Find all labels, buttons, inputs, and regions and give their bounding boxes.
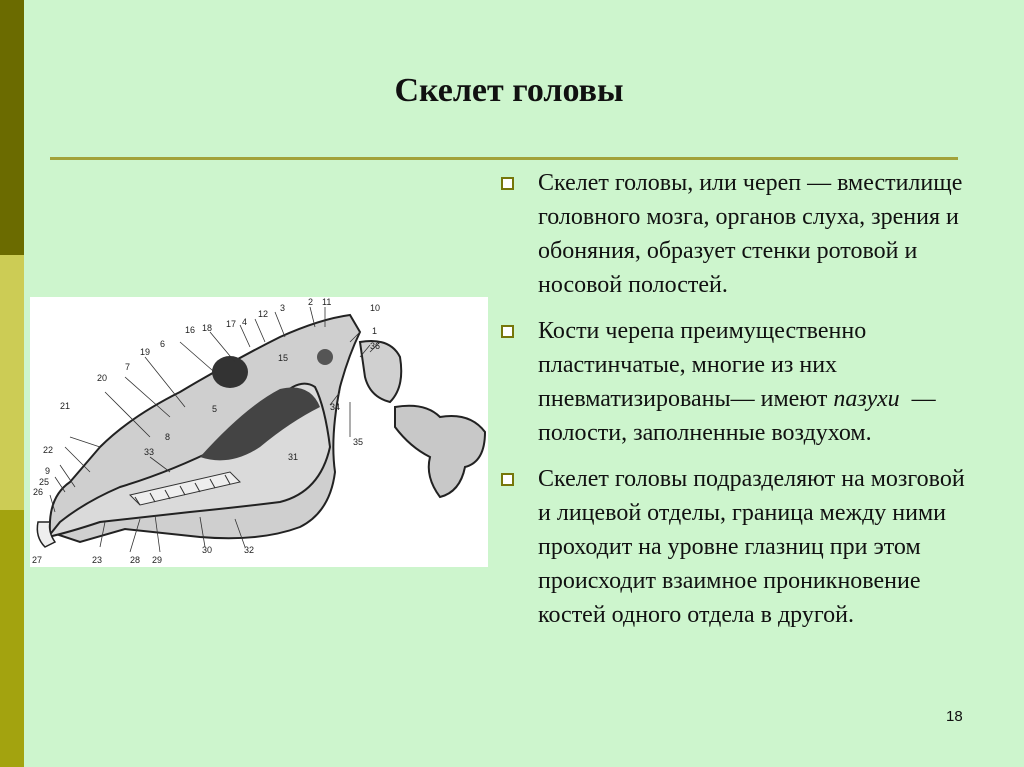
fig-label: 17	[226, 319, 237, 329]
fig-label: 5	[212, 404, 218, 414]
bullet-text: Скелет головы, или череп — вместилище головного мозга, органов слуха, зрения и обоняния, образует стенки ротовой и носовой полостей.	[538, 170, 963, 298]
square-bullet-icon	[501, 473, 514, 486]
bullet-text-tail: — полости, заполненные воздухом.	[538, 386, 942, 446]
side-bar-middle	[0, 255, 24, 510]
fig-label: 4	[242, 317, 248, 327]
fig-label: 15	[278, 353, 289, 363]
fig-label: 21	[60, 401, 71, 411]
fig-label: 25	[39, 477, 50, 487]
fig-label: 36	[370, 341, 381, 351]
fig-label: 32	[244, 545, 255, 555]
fig-label: 22	[43, 445, 54, 455]
fig-label: 23	[92, 555, 103, 565]
page-number: 18	[946, 708, 963, 725]
list-item	[500, 314, 980, 450]
fig-label: 10	[370, 303, 381, 313]
list-item	[500, 166, 980, 302]
skull-figure	[30, 297, 488, 567]
side-bar-bottom	[0, 510, 24, 767]
fig-label: 2	[308, 297, 314, 307]
horse-skull-illustration	[30, 297, 488, 567]
fig-label: 26	[33, 487, 44, 497]
slide-title: Скелет головы	[394, 72, 624, 109]
square-bullet-icon	[501, 177, 514, 190]
fig-label: 28	[130, 555, 141, 565]
bullet-text: Скелет головы подразделяют на мозговой и лицевой отделы, граница между ними проходит на уровне глазниц при этом происходит взаимное проникновение костей одного отдела в другой.	[538, 466, 965, 628]
fig-label: 31	[288, 452, 299, 462]
fig-label: 18	[202, 323, 213, 333]
fig-label: 27	[32, 555, 43, 565]
fig-label: 34	[330, 402, 341, 412]
fig-label: 12	[258, 309, 269, 319]
fig-label: 11	[322, 297, 332, 307]
fig-label: 20	[97, 373, 108, 383]
fig-label: 33	[144, 447, 155, 457]
fig-label: 7	[125, 362, 131, 372]
emphasis-term: пазухи	[833, 386, 900, 412]
fig-label: 1	[372, 326, 378, 336]
fig-label: 29	[152, 555, 163, 565]
list-item	[500, 462, 980, 632]
fig-label: 19	[140, 347, 151, 357]
fig-label: 9	[45, 466, 51, 476]
side-bar-top	[0, 0, 24, 255]
fig-label: 16	[185, 325, 196, 335]
fig-label: 30	[202, 545, 213, 555]
fig-label: 35	[353, 437, 364, 447]
fig-label: 8	[165, 432, 171, 442]
square-bullet-icon	[501, 325, 514, 338]
title-divider	[50, 157, 958, 160]
bullet-text: Кости черепа преимущественно пластинчатые, многие из них пневматизированы— имеют	[538, 318, 867, 412]
fig-label: 3	[280, 303, 286, 313]
fig-label: 6	[160, 339, 166, 349]
bullet-list	[500, 166, 980, 644]
